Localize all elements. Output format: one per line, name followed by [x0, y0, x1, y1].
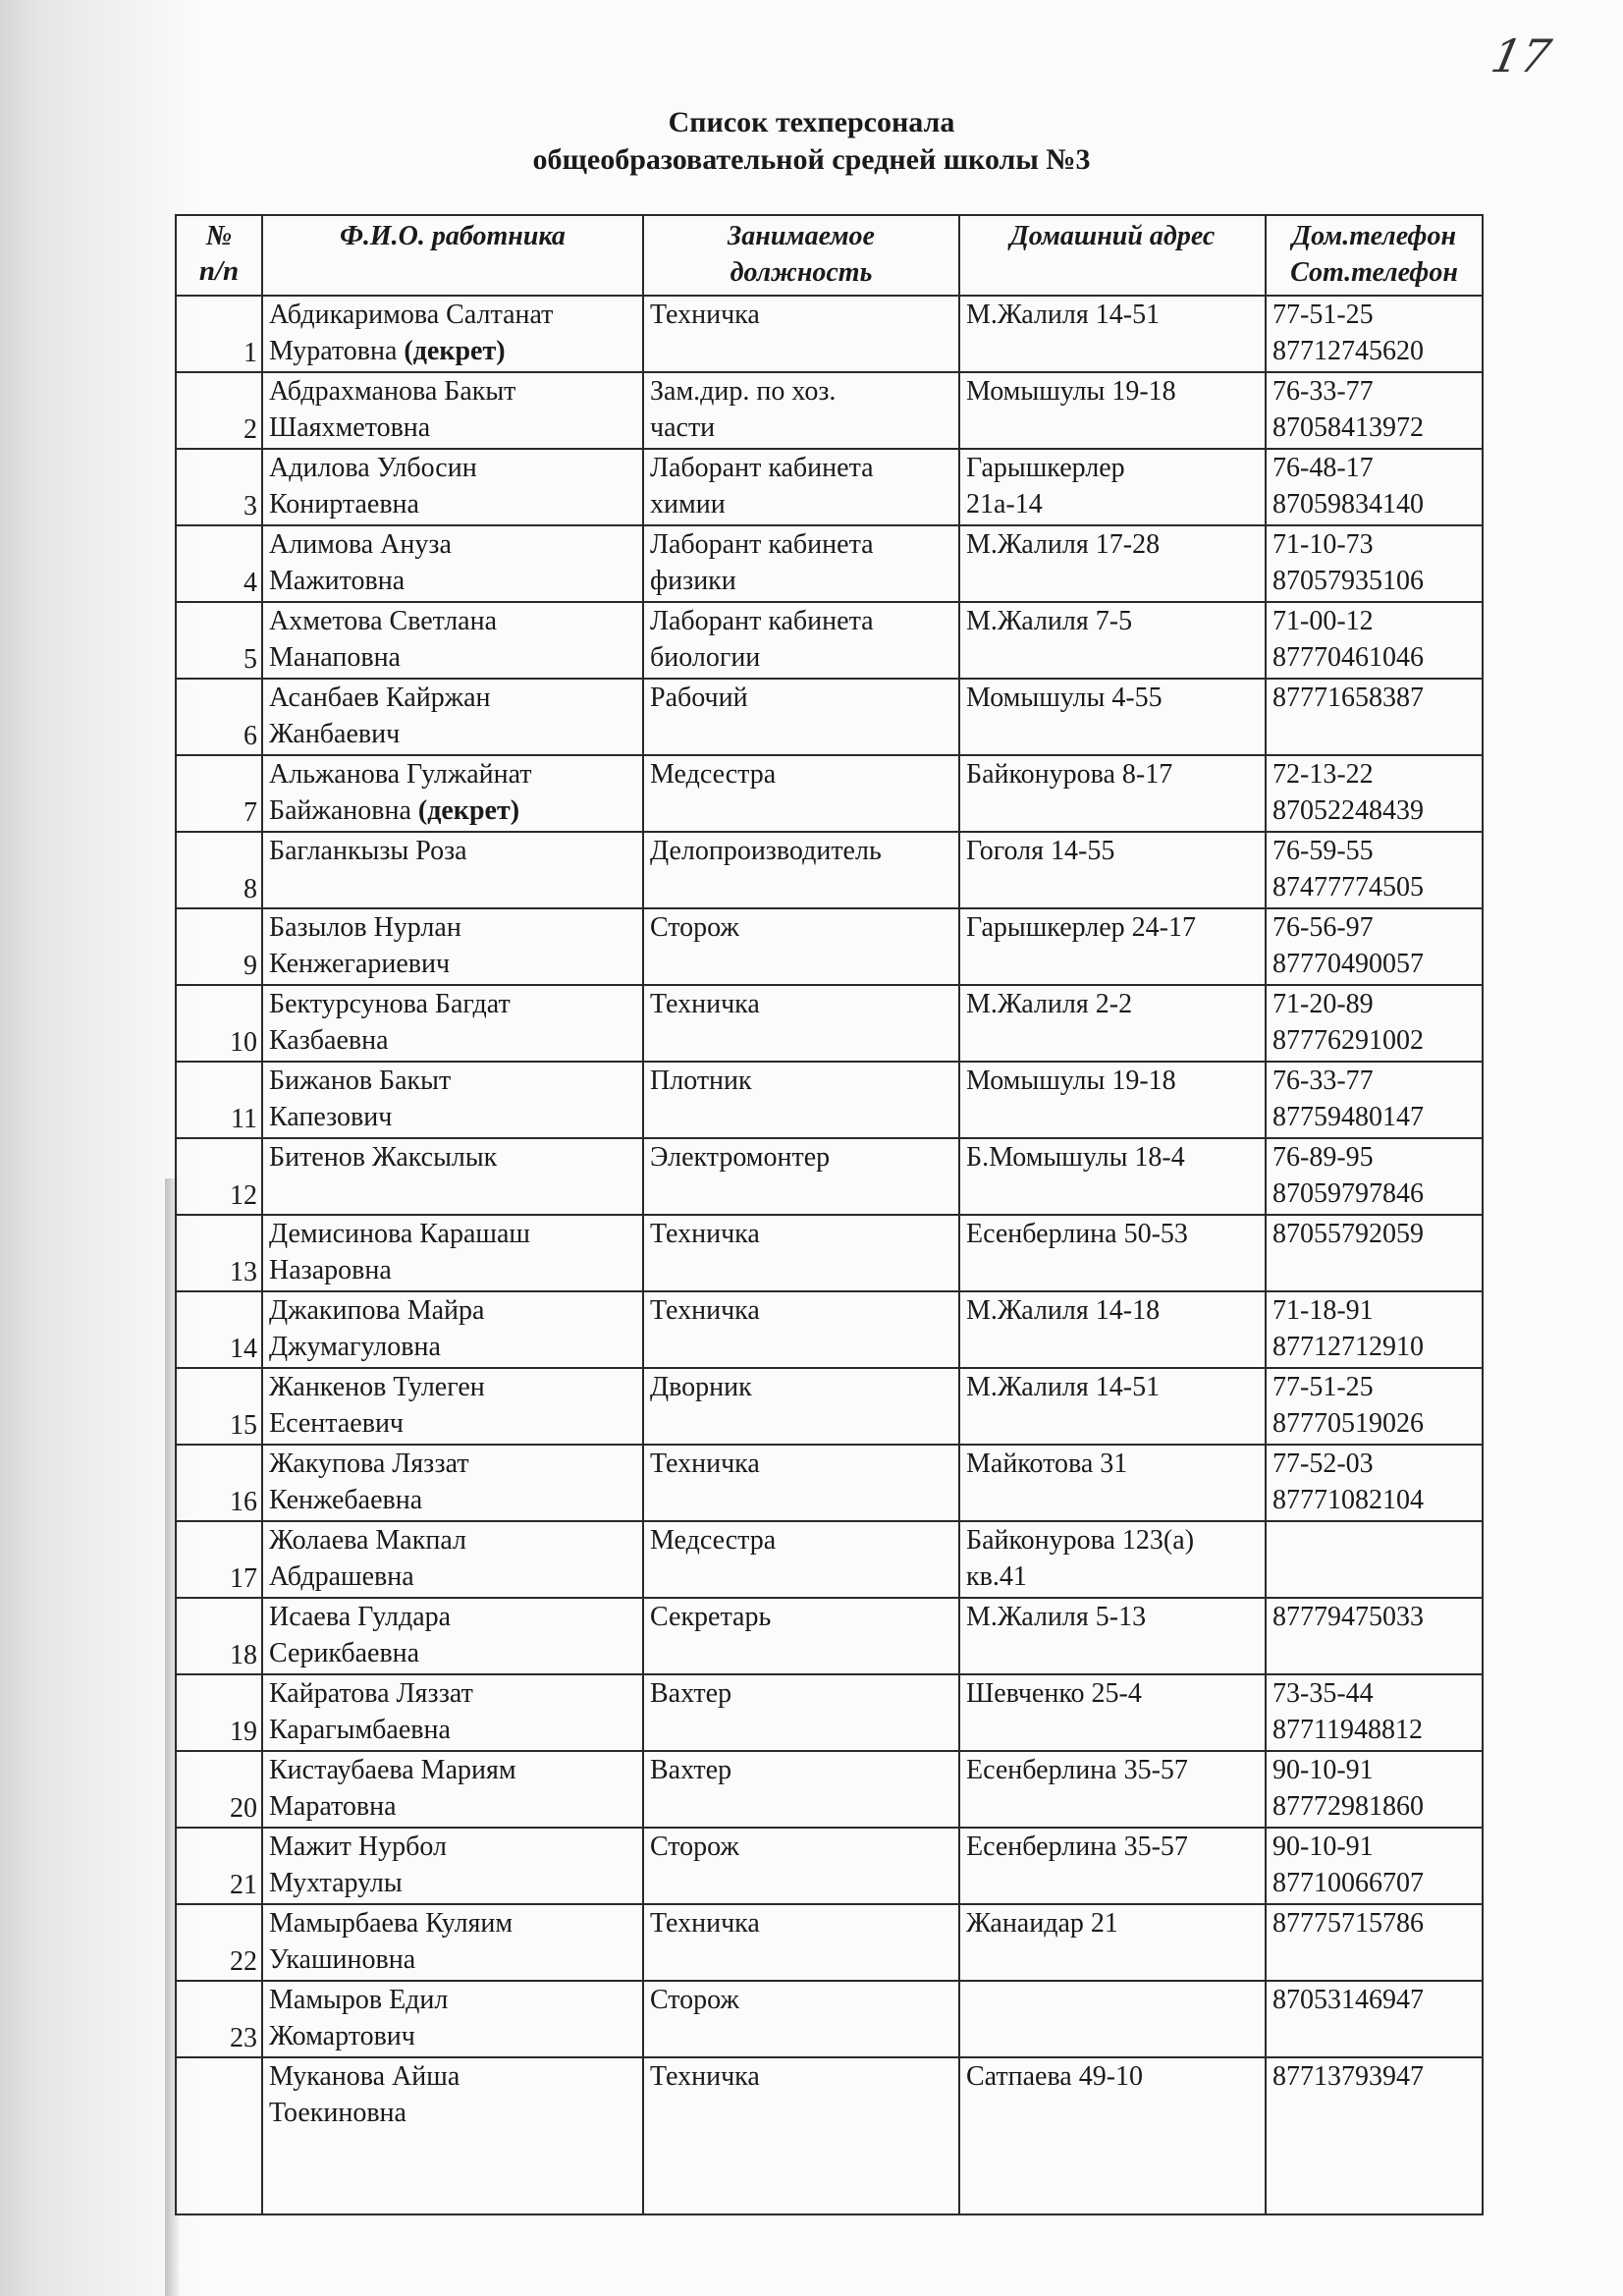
- phones-cell: [1266, 1674, 1483, 1751]
- row-number: 18: [176, 1598, 262, 1674]
- phones-cell: [1266, 755, 1483, 832]
- position-text: Вахтер: [650, 1678, 732, 1709]
- phones-text: 87053146947: [1272, 1985, 1424, 2015]
- position-text: Плотник: [650, 1066, 752, 1096]
- table-row: [176, 1674, 1483, 1751]
- position-cell: [643, 1981, 959, 2057]
- phones-cell: [1266, 525, 1483, 602]
- table-row: [176, 679, 1483, 755]
- phones-cell: [1266, 1445, 1483, 1521]
- address-text: Есенберлина 35-57: [966, 1831, 1188, 1862]
- address-cell: [959, 1598, 1266, 1674]
- employee-name-cell: [262, 1674, 643, 1751]
- address-cell: [959, 1828, 1266, 1904]
- position-cell: [643, 1751, 959, 1828]
- address-cell: [959, 1368, 1266, 1445]
- staff-table: [175, 214, 1484, 2215]
- employee-name-cell: [262, 1445, 643, 1521]
- row-number: 7: [176, 755, 262, 832]
- phones-text: 90-10-91 87710066707: [1272, 1831, 1424, 1898]
- employee-name: Абдикаримова Салтанат Муратовна: [269, 300, 554, 366]
- table-row: [176, 1445, 1483, 1521]
- phones-cell: [1266, 372, 1483, 449]
- employee-name: Альжанова Гулжайнат Байжановна: [269, 759, 532, 826]
- address-cell: [959, 296, 1266, 372]
- address-cell: [959, 679, 1266, 755]
- employee-status-note: (декрет): [417, 795, 520, 826]
- address-text: М.Жалиля 7-5: [966, 606, 1133, 636]
- table-row: [176, 2057, 1483, 2214]
- row-number: 8: [176, 832, 262, 908]
- phones-cell: [1266, 1904, 1483, 1981]
- address-text: М.Жалиля 17-28: [966, 529, 1161, 560]
- employee-name: Бижанов Бакыт Капезович: [269, 1066, 452, 1132]
- address-text: Момышулы 19-18: [966, 376, 1176, 407]
- address-cell: [959, 602, 1266, 679]
- position-text: Лаборант кабинета химии: [650, 453, 874, 519]
- employee-name: Бектурсунова Багдат Казбаевна: [269, 989, 511, 1056]
- phones-text: 71-18-91 87712712910: [1272, 1295, 1424, 1362]
- employee-name-cell: [262, 679, 643, 755]
- phones-text: 87779475033: [1272, 1602, 1424, 1632]
- phones-text: 87771658387: [1272, 683, 1424, 713]
- row-number: 1: [176, 296, 262, 372]
- employee-name-cell: [262, 1291, 643, 1368]
- table-row: [176, 755, 1483, 832]
- row-number: 9: [176, 908, 262, 985]
- position-cell: [643, 1904, 959, 1981]
- phones-cell: [1266, 679, 1483, 755]
- employee-status-note: (декрет): [404, 336, 506, 366]
- employee-name-cell: [262, 908, 643, 985]
- phones-cell: [1266, 832, 1483, 908]
- address-text: Сатпаева 49-10: [966, 2061, 1144, 2092]
- employee-name: Жакупова Ляззат Кенжебаевна: [269, 1449, 469, 1515]
- position-text: Медсестра: [650, 1525, 777, 1556]
- phones-text: 90-10-91 87772981860: [1272, 1755, 1424, 1822]
- employee-name-cell: [262, 1751, 643, 1828]
- employee-name-cell: [262, 832, 643, 908]
- address-text: М.Жалиля 14-51: [966, 1372, 1161, 1402]
- address-cell: [959, 1215, 1266, 1291]
- position-text: Техничка: [650, 1295, 760, 1326]
- position-cell: [643, 602, 959, 679]
- employee-name: Асанбаев Кайржан Жанбаевич: [269, 683, 491, 749]
- employee-name: Базылов Нурлан Кенжегариевич: [269, 912, 461, 979]
- position-text: Лаборант кабинета биологии: [650, 606, 874, 673]
- column-header-num: № п/п: [176, 215, 262, 296]
- column-header-position: Занимаемое должность: [643, 215, 959, 296]
- address-text: Байконурова 8-17: [966, 759, 1173, 790]
- position-text: Техничка: [650, 1449, 760, 1479]
- table-row: [176, 1368, 1483, 1445]
- phones-text: 76-56-97 87770490057: [1272, 912, 1424, 979]
- position-text: Сторож: [650, 912, 739, 943]
- column-header-address: Домашний адрес: [959, 215, 1266, 296]
- document-title: Список техперсонала: [668, 106, 955, 138]
- address-text: Шевченко 25-4: [966, 1678, 1142, 1709]
- position-cell: [643, 1598, 959, 1674]
- phones-text: 77-51-25 87770519026: [1272, 1372, 1424, 1439]
- phones-text: 76-89-95 87059797846: [1272, 1142, 1424, 1209]
- phones-text: 71-00-12 87770461046: [1272, 606, 1424, 673]
- table-row: [176, 985, 1483, 1062]
- employee-name-cell: [262, 1828, 643, 1904]
- row-number: 20: [176, 1751, 262, 1828]
- position-text: Техничка: [650, 1219, 760, 1249]
- employee-name-cell: [262, 372, 643, 449]
- employee-name-cell: [262, 1521, 643, 1598]
- address-cell: [959, 755, 1266, 832]
- employee-name: Джакипова Майра Джумагуловна: [269, 1295, 485, 1362]
- address-text: Есенберлина 50-53: [966, 1219, 1188, 1249]
- table-body: [176, 296, 1483, 2214]
- address-text: Момышулы 4-55: [966, 683, 1163, 713]
- address-cell: [959, 985, 1266, 1062]
- position-cell: [643, 1368, 959, 1445]
- employee-name-cell: [262, 525, 643, 602]
- phones-text: 76-33-77 87759480147: [1272, 1066, 1424, 1132]
- address-text: Есенберлина 35-57: [966, 1755, 1188, 1785]
- table-row: [176, 1751, 1483, 1828]
- employee-name: Битенов Жаксылык: [269, 1142, 498, 1173]
- employee-name-cell: [262, 1904, 643, 1981]
- address-text: Майкотова 31: [966, 1449, 1128, 1479]
- address-cell: [959, 1904, 1266, 1981]
- table-row: [176, 1291, 1483, 1368]
- address-text: Момышулы 19-18: [966, 1066, 1176, 1096]
- address-text: М.Жалиля 5-13: [966, 1602, 1147, 1632]
- address-cell: [959, 1138, 1266, 1215]
- phones-cell: [1266, 908, 1483, 985]
- table-row: [176, 296, 1483, 372]
- position-cell: [643, 1062, 959, 1138]
- phones-text: 87775715786: [1272, 1908, 1424, 1939]
- employee-name: Исаева Гулдара Серикбаевна: [269, 1602, 452, 1668]
- address-cell: [959, 1291, 1266, 1368]
- table-row: [176, 1828, 1483, 1904]
- employee-name: Жанкенов Тулеген Есентаевич: [269, 1372, 485, 1439]
- employee-name: Мамыров Едил Жомартович: [269, 1985, 449, 2051]
- employee-name-cell: [262, 1598, 643, 1674]
- position-text: Дворник: [650, 1372, 752, 1402]
- position-text: Делопроизводитель: [650, 836, 882, 866]
- row-number: 16: [176, 1445, 262, 1521]
- table-row: [176, 1062, 1483, 1138]
- position-text: Электромонтер: [650, 1142, 831, 1173]
- row-number: 6: [176, 679, 262, 755]
- table-row: [176, 908, 1483, 985]
- position-text: Техничка: [650, 1908, 760, 1939]
- position-text: Техничка: [650, 300, 760, 330]
- phones-cell: [1266, 1751, 1483, 1828]
- position-cell: [643, 449, 959, 525]
- position-cell: [643, 296, 959, 372]
- phones-text: 87055792059: [1272, 1219, 1424, 1249]
- row-number: 15: [176, 1368, 262, 1445]
- row-number: 10: [176, 985, 262, 1062]
- table-row: [176, 832, 1483, 908]
- row-number: 12: [176, 1138, 262, 1215]
- position-cell: [643, 525, 959, 602]
- phones-cell: [1266, 1521, 1483, 1598]
- phones-cell: [1266, 296, 1483, 372]
- row-number: 2: [176, 372, 262, 449]
- employee-name-cell: [262, 449, 643, 525]
- row-number: 3: [176, 449, 262, 525]
- phones-text: 73-35-44 87711948812: [1272, 1678, 1423, 1745]
- phones-cell: [1266, 1598, 1483, 1674]
- row-number: 5: [176, 602, 262, 679]
- position-cell: [643, 1828, 959, 1904]
- address-text: Байконурова 123(а) кв.41: [966, 1525, 1195, 1592]
- phones-cell: [1266, 1828, 1483, 1904]
- position-cell: [643, 1445, 959, 1521]
- column-header-name: Ф.И.О. работника: [262, 215, 643, 296]
- address-cell: [959, 1062, 1266, 1138]
- phones-cell: [1266, 1215, 1483, 1291]
- address-text: Гарышкерлер 21а-14: [966, 453, 1125, 519]
- address-text: М.Жалиля 2-2: [966, 989, 1133, 1019]
- address-cell: [959, 1981, 1266, 2057]
- address-text: Гарышкерлер 24-17: [966, 912, 1196, 943]
- employee-name-cell: [262, 602, 643, 679]
- phones-cell: [1266, 1291, 1483, 1368]
- position-text: Секретарь: [650, 1602, 772, 1632]
- address-cell: [959, 1445, 1266, 1521]
- phones-text: 76-33-77 87058413972: [1272, 376, 1424, 443]
- phones-cell: [1266, 1062, 1483, 1138]
- address-cell: [959, 1674, 1266, 1751]
- row-number: 19: [176, 1674, 262, 1751]
- position-cell: [643, 755, 959, 832]
- employee-name-cell: [262, 1062, 643, 1138]
- position-text: Медсестра: [650, 759, 777, 790]
- table-row: [176, 1521, 1483, 1598]
- employee-name-cell: [262, 1138, 643, 1215]
- phones-cell: [1266, 2057, 1483, 2214]
- employee-name-cell: [262, 1215, 643, 1291]
- position-cell: [643, 1521, 959, 1598]
- row-number: 11: [176, 1062, 262, 1138]
- address-cell: [959, 1751, 1266, 1828]
- employee-name: Алимова Ануза Мажитовна: [269, 529, 452, 596]
- address-cell: [959, 372, 1266, 449]
- position-cell: [643, 908, 959, 985]
- employee-name: Адилова Улбосин Кониртаевна: [269, 453, 477, 519]
- employee-name: Кистаубаева Мариям Маратовна: [269, 1755, 516, 1822]
- employee-name-cell: [262, 985, 643, 1062]
- position-text: Вахтер: [650, 1755, 732, 1785]
- employee-name-cell: [262, 2057, 643, 2214]
- employee-name-cell: [262, 755, 643, 832]
- row-number: [176, 2057, 262, 2214]
- phones-text: 87713793947: [1272, 2061, 1424, 2092]
- employee-name: Муканова Айша Тоекиновна: [269, 2061, 460, 2128]
- employee-name: Жолаева Макпал Абдрашевна: [269, 1525, 466, 1592]
- position-cell: [643, 832, 959, 908]
- employee-name-cell: [262, 296, 643, 372]
- table-row: [176, 1598, 1483, 1674]
- address-text: Б.Момышулы 18-4: [966, 1142, 1185, 1173]
- column-header-phones: Дом.телефон Сот.телефон: [1266, 215, 1483, 296]
- address-text: М.Жалиля 14-18: [966, 1295, 1161, 1326]
- position-text: Лаборант кабинета физики: [650, 529, 874, 596]
- position-cell: [643, 985, 959, 1062]
- position-cell: [643, 679, 959, 755]
- phones-cell: [1266, 1368, 1483, 1445]
- employee-name: Ахметова Светлана Манаповна: [269, 606, 498, 673]
- position-text: Сторож: [650, 1831, 739, 1862]
- employee-name: Мамырбаева Куляим Укашиновна: [269, 1908, 514, 1975]
- phones-cell: [1266, 449, 1483, 525]
- position-text: Рабочий: [650, 683, 748, 713]
- phones-text: 77-51-25 87712745620: [1272, 300, 1424, 366]
- table-row: [176, 1215, 1483, 1291]
- handwritten-page-number: 17: [1487, 29, 1556, 82]
- address-cell: [959, 1521, 1266, 1598]
- position-cell: [643, 2057, 959, 2214]
- phones-text: 76-48-17 87059834140: [1272, 453, 1424, 519]
- employee-name: Абдрахманова Бакыт Шаяхметовна: [269, 376, 516, 443]
- phones-text: 71-20-89 87776291002: [1272, 989, 1424, 1056]
- table-row: [176, 602, 1483, 679]
- position-cell: [643, 372, 959, 449]
- position-text: Сторож: [650, 1985, 739, 2015]
- position-cell: [643, 1138, 959, 1215]
- table-row: [176, 449, 1483, 525]
- phones-cell: [1266, 1981, 1483, 2057]
- address-cell: [959, 449, 1266, 525]
- position-cell: [643, 1215, 959, 1291]
- position-cell: [643, 1291, 959, 1368]
- row-number: 13: [176, 1215, 262, 1291]
- phones-text: 72-13-22 87052248439: [1272, 759, 1424, 826]
- address-cell: [959, 2057, 1266, 2214]
- document-subtitle: общеобразовательной средней школы №3: [532, 143, 1091, 176]
- address-text: Жанаидар 21: [966, 1908, 1118, 1939]
- table-row: [176, 1138, 1483, 1215]
- table-row: [176, 525, 1483, 602]
- table-row: [176, 1981, 1483, 2057]
- address-cell: [959, 832, 1266, 908]
- row-number: 4: [176, 525, 262, 602]
- employee-name-cell: [262, 1368, 643, 1445]
- employee-name: Багланкызы Роза: [269, 836, 467, 866]
- position-text: Техничка: [650, 989, 760, 1019]
- table-row: [176, 372, 1483, 449]
- address-text: М.Жалиля 14-51: [966, 300, 1161, 330]
- row-number: 14: [176, 1291, 262, 1368]
- phones-text: 76-59-55 87477774505: [1272, 836, 1424, 902]
- table-row: [176, 1904, 1483, 1981]
- position-cell: [643, 1674, 959, 1751]
- address-cell: [959, 908, 1266, 985]
- row-number: 17: [176, 1521, 262, 1598]
- phones-cell: [1266, 1138, 1483, 1215]
- position-text: Техничка: [650, 2061, 760, 2092]
- position-text: Зам.дир. по хоз. части: [650, 376, 837, 443]
- address-text: Гоголя 14-55: [966, 836, 1115, 866]
- employee-name: Мажит Нурбол Мухтарулы: [269, 1831, 447, 1898]
- address-cell: [959, 525, 1266, 602]
- row-number: 23: [176, 1981, 262, 2057]
- phones-text: 77-52-03 87771082104: [1272, 1449, 1424, 1515]
- employee-name: Кайратова Ляззат Карагымбаевна: [269, 1678, 473, 1745]
- employee-name-cell: [262, 1981, 643, 2057]
- row-number: 21: [176, 1828, 262, 1904]
- table-header-row: [176, 215, 1483, 296]
- phones-cell: [1266, 602, 1483, 679]
- employee-name: Демисинова Карашаш Назаровна: [269, 1219, 530, 1285]
- row-number: 22: [176, 1904, 262, 1981]
- phones-cell: [1266, 985, 1483, 1062]
- phones-text: 71-10-73 87057935106: [1272, 529, 1424, 596]
